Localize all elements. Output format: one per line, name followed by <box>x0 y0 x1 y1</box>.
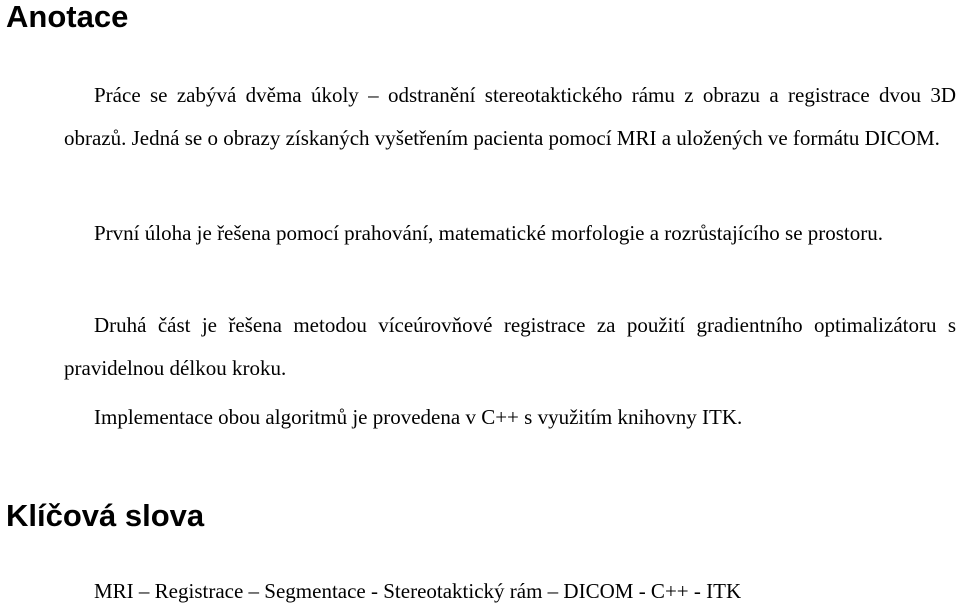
abstract-paragraph-3: Druhá část je řešena metodou víceúrovňové registrace za použití gradientního optimalizátoru s pravidelnou délkou kroku. <box>64 313 956 380</box>
keywords-list: MRI – Registrace – Segmentace - Stereotaktický rám – DICOM - C++ - ITK <box>94 579 742 603</box>
keywords-heading: Klíčová slova <box>6 498 205 533</box>
abstract-paragraph-4: Implementace obou algoritmů je provedena v C++ s využitím knihovny ITK. <box>94 405 743 429</box>
abstract-paragraph-2: První úloha je řešena pomocí prahování, matematické morfologie a rozrůstajícího se prostoru. <box>94 221 884 245</box>
abstract-paragraph-1: Práce se zabývá dvěma úkoly – odstranění stereotaktického rámu z obrazu a registrace dvou 3D obrazů. Jedná se o obrazy získaných vyšetřením pacienta pomocí MRI a uložených ve formátu DICOM. <box>64 83 956 150</box>
abstract-heading: Anotace <box>6 0 129 34</box>
